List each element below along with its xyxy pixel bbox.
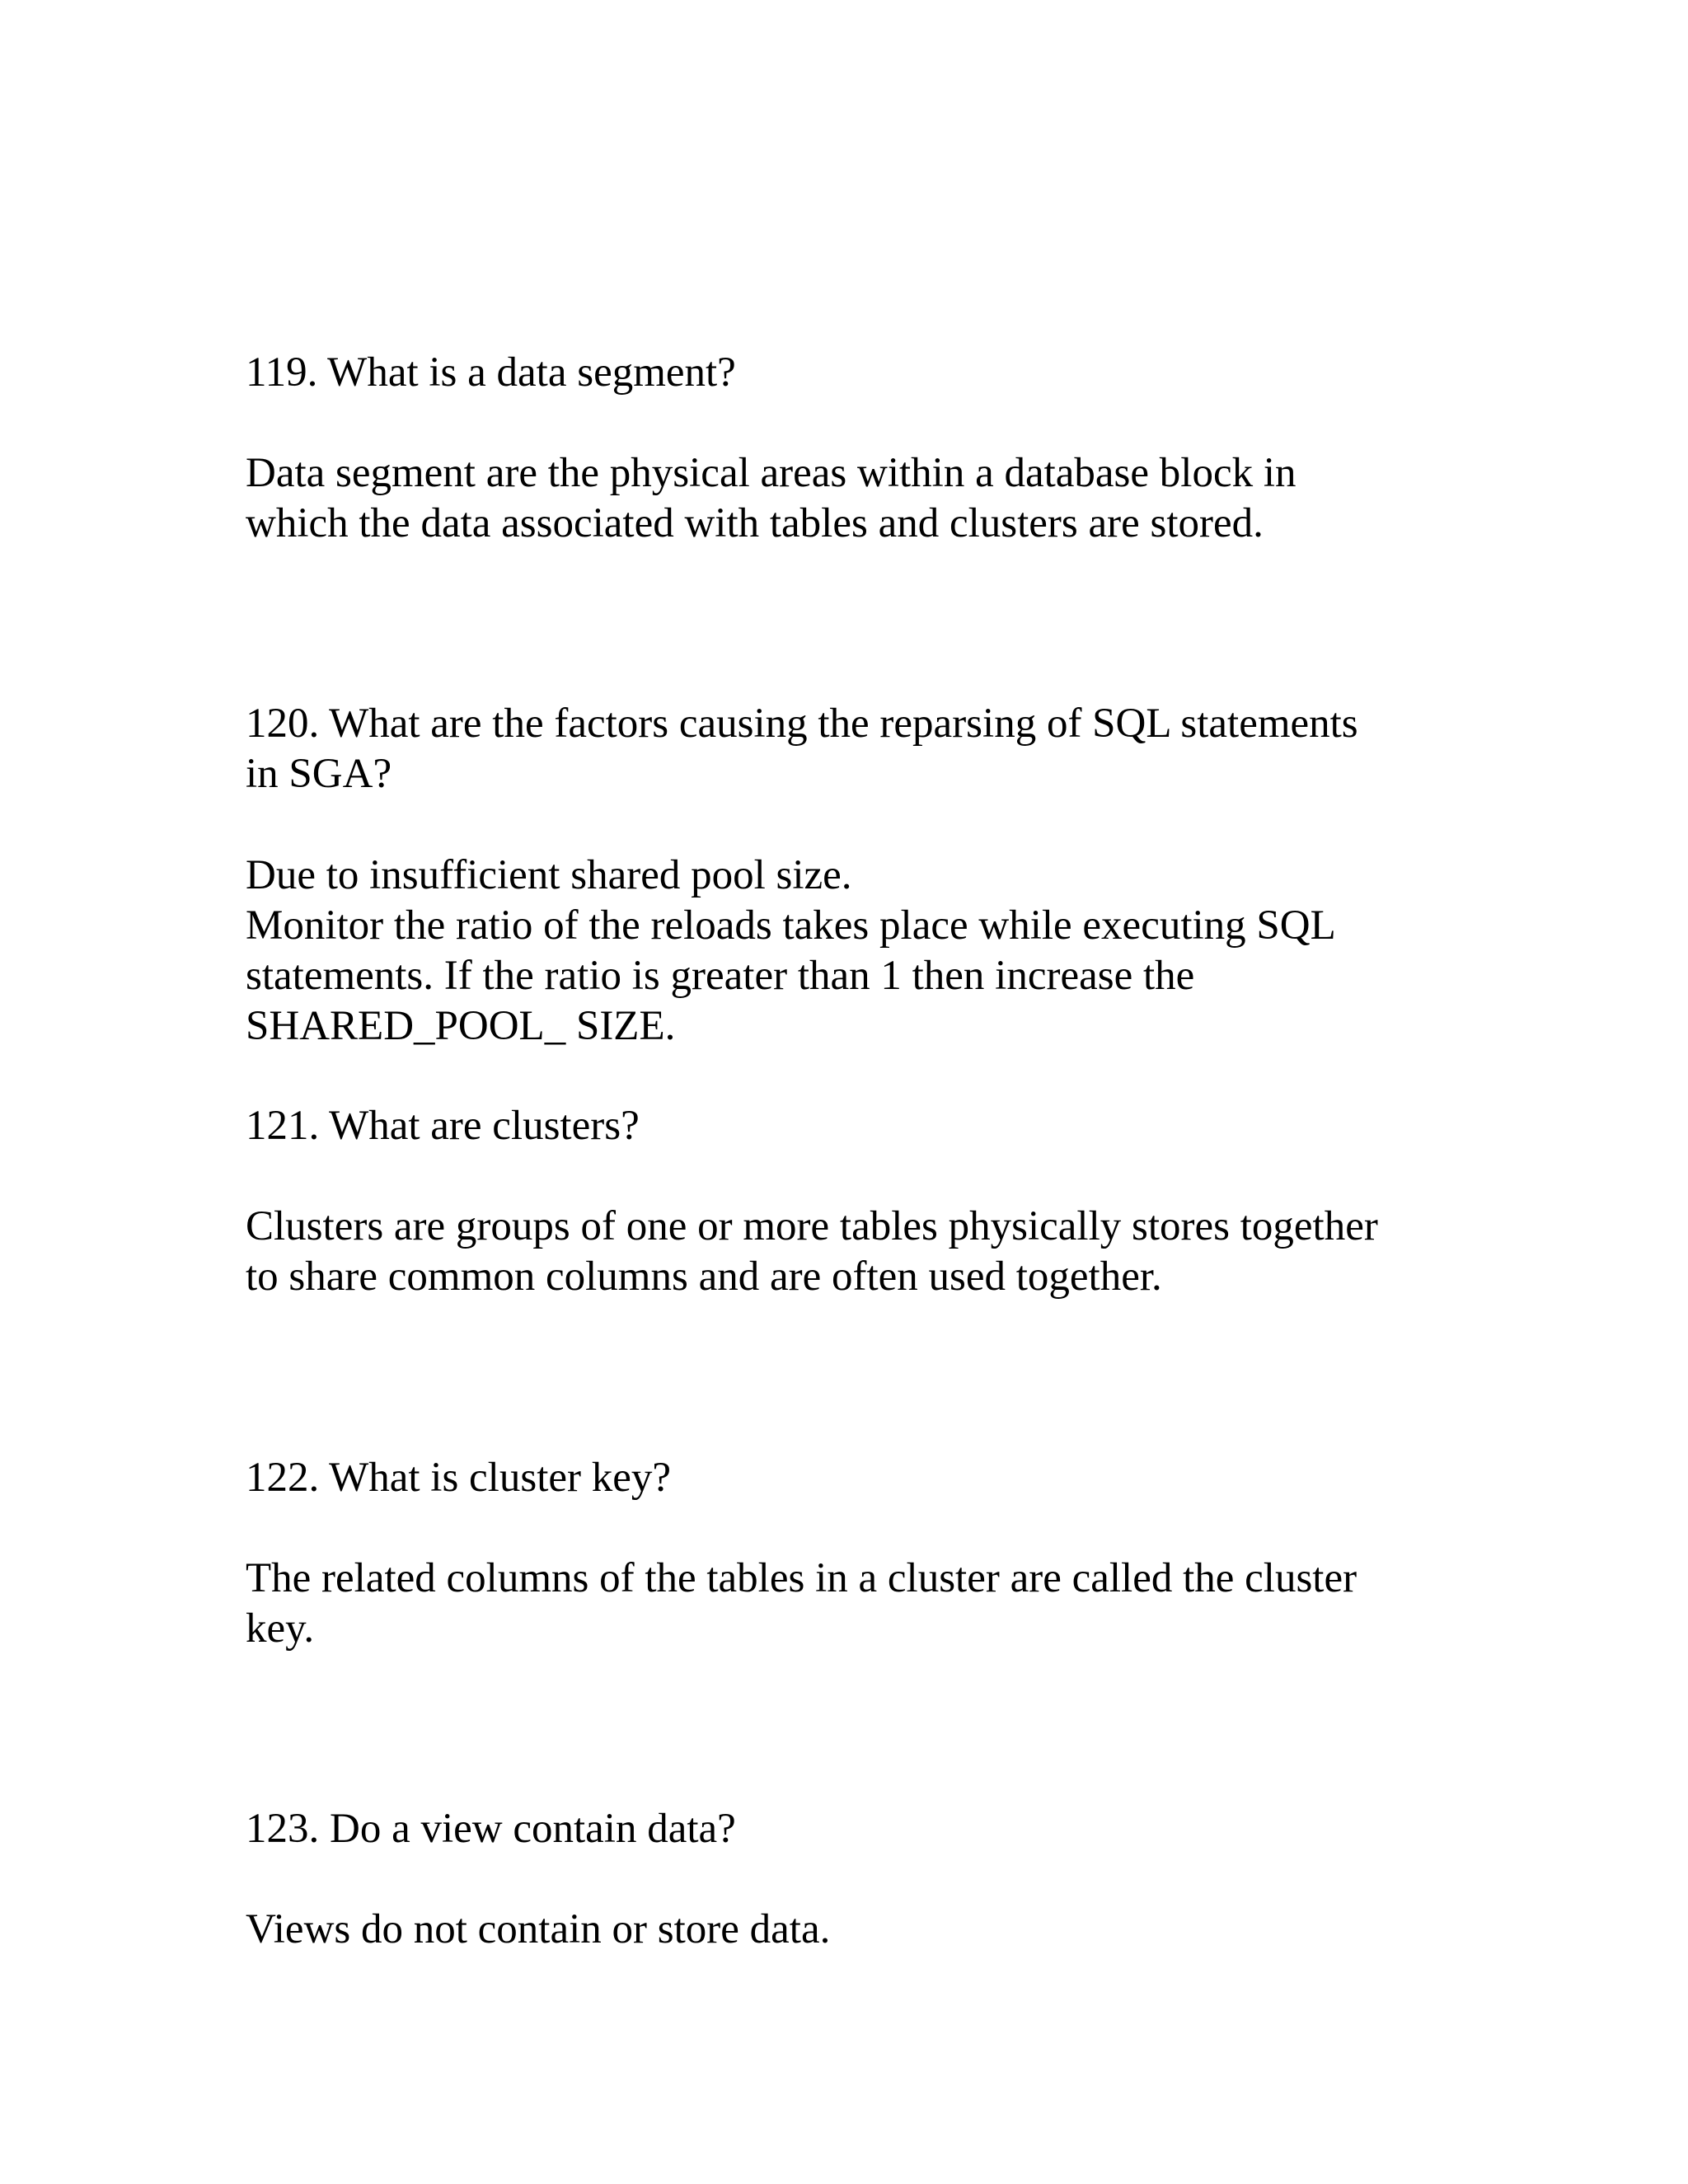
question-122: 122. What is cluster key?	[246, 1455, 672, 1501]
question-121: 121. What are clusters?	[246, 1103, 640, 1149]
question-123: 123. Do a view contain data?	[246, 1806, 736, 1852]
answer-122: The related columns of the tables in a cluster are called the cluster key.	[246, 1555, 1357, 1652]
answer-120: Due to insufficient shared pool size. Monitor the ratio of the reloads takes place while executing SQL statements. If the ratio is greater than 1 then increase the SHARED_POOL_ SIZE.	[246, 852, 1336, 1049]
answer-121: Clusters are groups of one or more tables physically stores together to share common columns and are often used together.	[246, 1203, 1378, 1300]
question-120: 120. What are the factors causing the reparsing of SQL statements in SGA?	[246, 701, 1358, 797]
question-119: 119. What is a data segment?	[246, 349, 736, 396]
answer-119: Data segment are the physical areas within a database block in which the data associated with tables and clusters are stored.	[246, 450, 1296, 546]
answer-123: Views do not contain or store data.	[246, 1906, 831, 1952]
